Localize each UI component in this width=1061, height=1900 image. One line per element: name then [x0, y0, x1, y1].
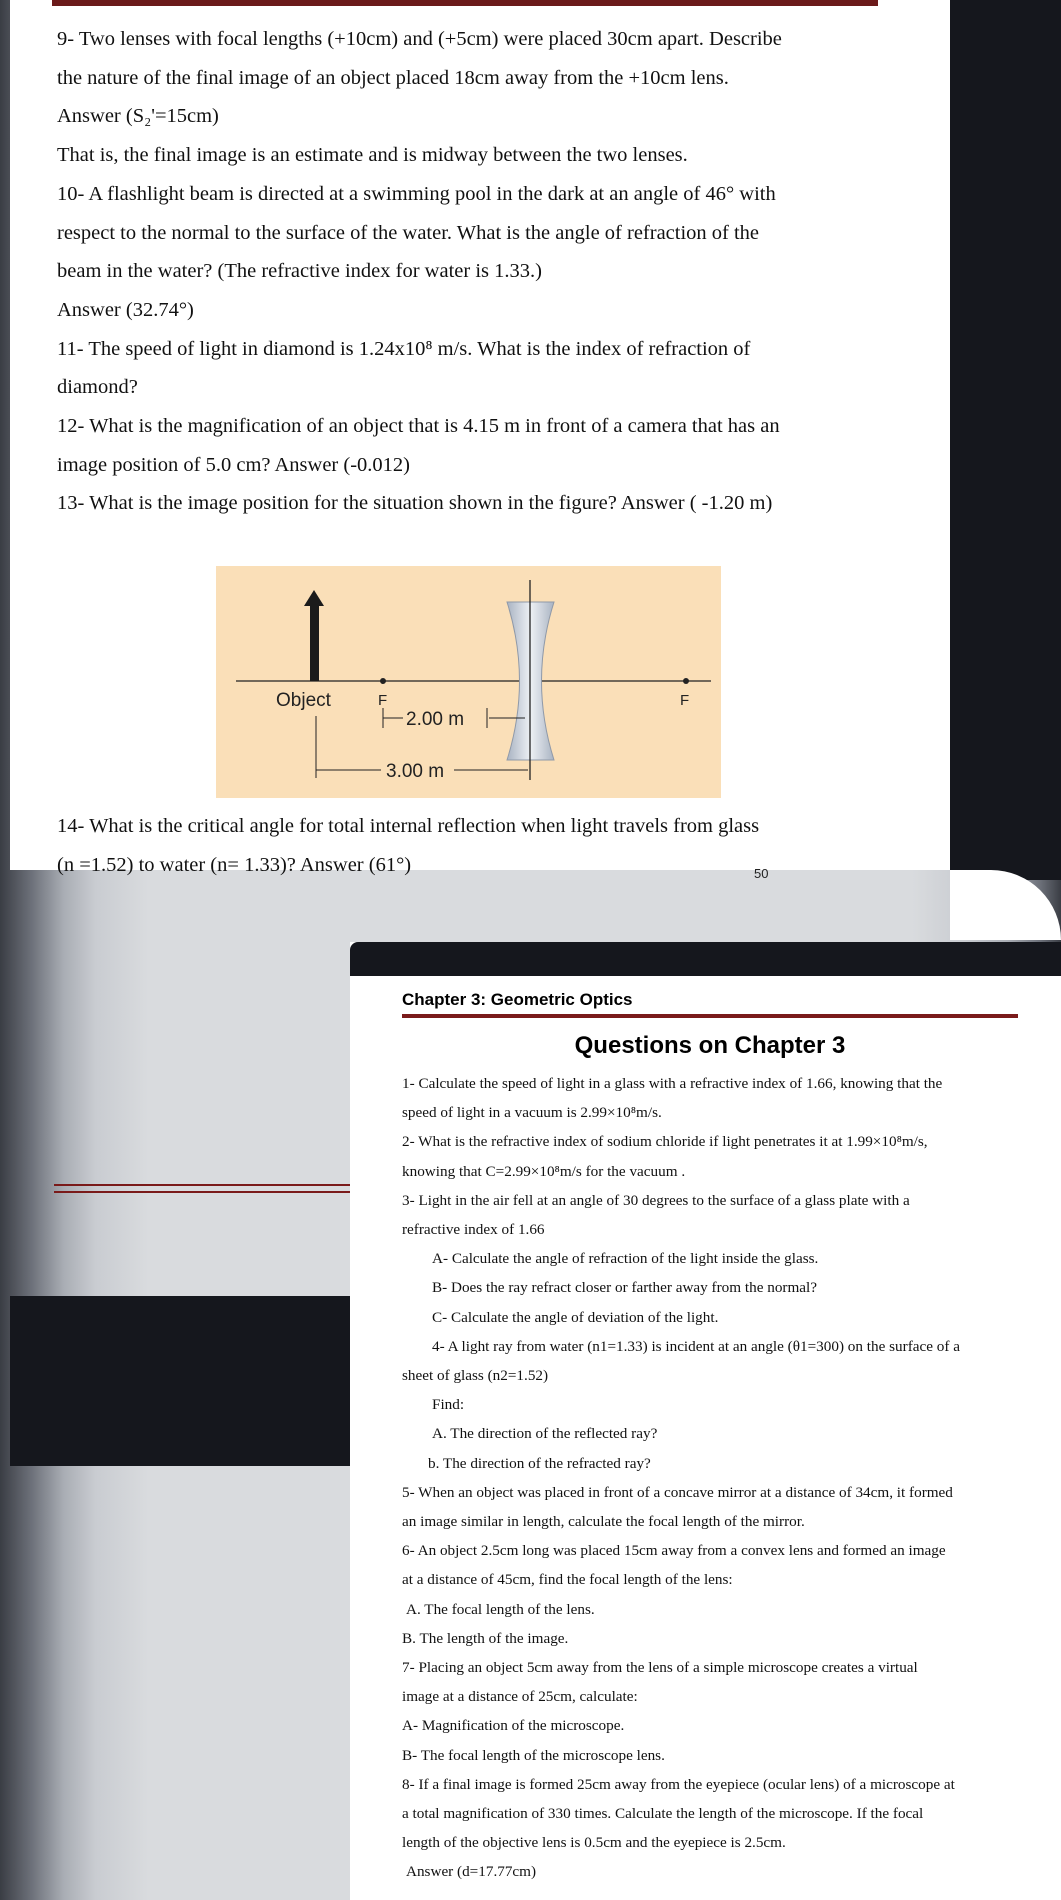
paragraph: (n =1.52) to water (n= 1.33)? Answer (61°): [57, 853, 412, 876]
question-line: 6- An object 2.5cm long was placed 15cm away from a convex lens and formed an image: [402, 1542, 946, 1560]
object-label: Object: [276, 690, 331, 711]
background-dark-right: [950, 0, 1061, 880]
paragraph: Answer (32.74°): [57, 298, 194, 321]
focal-label-right: F: [680, 692, 690, 709]
question-line: A- Calculate the angle of refraction of the light inside the glass.: [432, 1250, 819, 1268]
question-line: 5- When an object was placed in front of a concave mirror at a distance of 34cm, it formed: [402, 1483, 953, 1501]
paragraph: beam in the water? (The refractive index for water is 1.33.): [57, 260, 542, 283]
question-line: A. The focal length of the lens.: [406, 1600, 595, 1618]
paragraph: 9- Two lenses with focal lengths (+10cm) and (+5cm) were placed 30cm apart. Describe: [57, 28, 782, 50]
question-line: B- Does the ray refract closer or farther away from the normal?: [432, 1279, 817, 1297]
question-line: 3- Light in the air fell at an angle of 30 degrees to the surface of a glass plate with a: [402, 1191, 910, 1209]
question-line: sheet of glass (n2=1.52): [402, 1367, 549, 1385]
question-line: speed of light in a vacuum is 2.99×10⁸m/s.: [402, 1104, 662, 1122]
lens-diagram: [216, 566, 721, 798]
question-line: 1- Calculate the speed of light in a glass with a refractive index of 1.66, knowing that the: [402, 1075, 943, 1092]
question-line: Answer (d=17.77cm): [406, 1863, 537, 1881]
page-two-corner: [950, 870, 1061, 940]
paragraph: respect to the normal to the surface of the water. What is the angle of refraction of the: [57, 221, 760, 244]
page-one-text: [57, 20, 887, 523]
page-top-rule: [52, 0, 878, 6]
paragraph: 10- A flashlight beam is directed at a swimming pool in the dark at an angle of 46° with: [57, 182, 776, 205]
lens-figure: [216, 566, 721, 798]
question-line: refractive index of 1.66: [402, 1221, 545, 1239]
paragraph: Answer (S₂'=15cm): [57, 105, 219, 128]
distance-2m-label: 2.00 m: [406, 709, 465, 730]
paragraph: diamond?: [57, 376, 138, 399]
chapter-heading: Chapter 3: Geometric Optics: [402, 990, 1018, 1018]
paragraph: the nature of the final image of an object placed 18cm away from the +10cm lens.: [57, 66, 729, 89]
question-line: C- Calculate the angle of deviation of the light.: [432, 1308, 719, 1326]
paragraph: image position of 5.0 cm? Answer (-0.012): [57, 453, 410, 476]
paragraph: 11- The speed of light in diamond is 1.24x10⁸ m/s. What is the index of refraction of: [57, 337, 751, 360]
left-red-rule: [54, 1184, 350, 1193]
question-list: [402, 1069, 1030, 1887]
page-two-top-bar: [350, 942, 1061, 976]
question-line: an image similar in length, calculate the focal length of the mirror.: [402, 1513, 805, 1531]
paragraph: 12- What is the magnification of an object that is 4.15 m in front of a camera that has an: [57, 415, 780, 438]
question-line: 4- A light ray from water (n1=1.33) is incident at an angle (θ1=300) on the surface of a: [432, 1337, 960, 1355]
focal-label-left: F: [378, 692, 388, 709]
paragraph: That is, the final image is an estimate and is midway between the two lenses.: [57, 144, 688, 167]
focal-point-right: [683, 678, 689, 684]
question-line: knowing that C=2.99×10⁸m/s for the vacuum .: [402, 1162, 686, 1180]
background-dark-band: [10, 1296, 350, 1466]
distance-3m-label: 3.00 m: [386, 761, 445, 782]
page-number: 50: [754, 866, 769, 881]
object-arrow-shaft: [310, 604, 319, 681]
focal-point-left: [380, 678, 386, 684]
question-line: B- The focal length of the microscope lens.: [402, 1746, 665, 1764]
question-line: B. The length of the image.: [402, 1629, 569, 1647]
question-line: length of the objective lens is 0.5cm and the eyepiece is 2.5cm.: [402, 1834, 786, 1852]
page-two: [350, 942, 1061, 1900]
object-arrow-head: [304, 590, 324, 606]
question-line: image at a distance of 25cm, calculate:: [402, 1688, 638, 1706]
question-line: at a distance of 45cm, find the focal length of the lens:: [402, 1571, 733, 1589]
question-line: A- Magnification of the microscope.: [402, 1717, 625, 1735]
page-one: [10, 0, 950, 881]
question-line: A. The direction of the reflected ray?: [432, 1425, 658, 1443]
question-line: b. The direction of the refracted ray?: [428, 1454, 651, 1472]
questions-title: Questions on Chapter 3: [574, 1032, 846, 1059]
question-line: Find:: [432, 1396, 465, 1414]
paragraph: 14- What is the critical angle for total internal reflection when light travels from glass: [57, 815, 760, 837]
question-line: a total magnification of 330 times. Calculate the length of the microscope. If the focal: [402, 1805, 924, 1823]
question-line: 7- Placing an object 5cm away from the lens of a simple microscope creates a virtual: [402, 1659, 918, 1677]
paragraph: 13- What is the image position for the situation shown in the figure? Answer ( -1.20 m): [57, 492, 773, 515]
question-line: 8- If a final image is formed 25cm away from the eyepiece (ocular lens) of a microscope at: [402, 1775, 955, 1793]
question-line: 2- What is the refractive index of sodium chloride if light penetrates it at 1.99×10⁸m/s,: [402, 1133, 928, 1151]
